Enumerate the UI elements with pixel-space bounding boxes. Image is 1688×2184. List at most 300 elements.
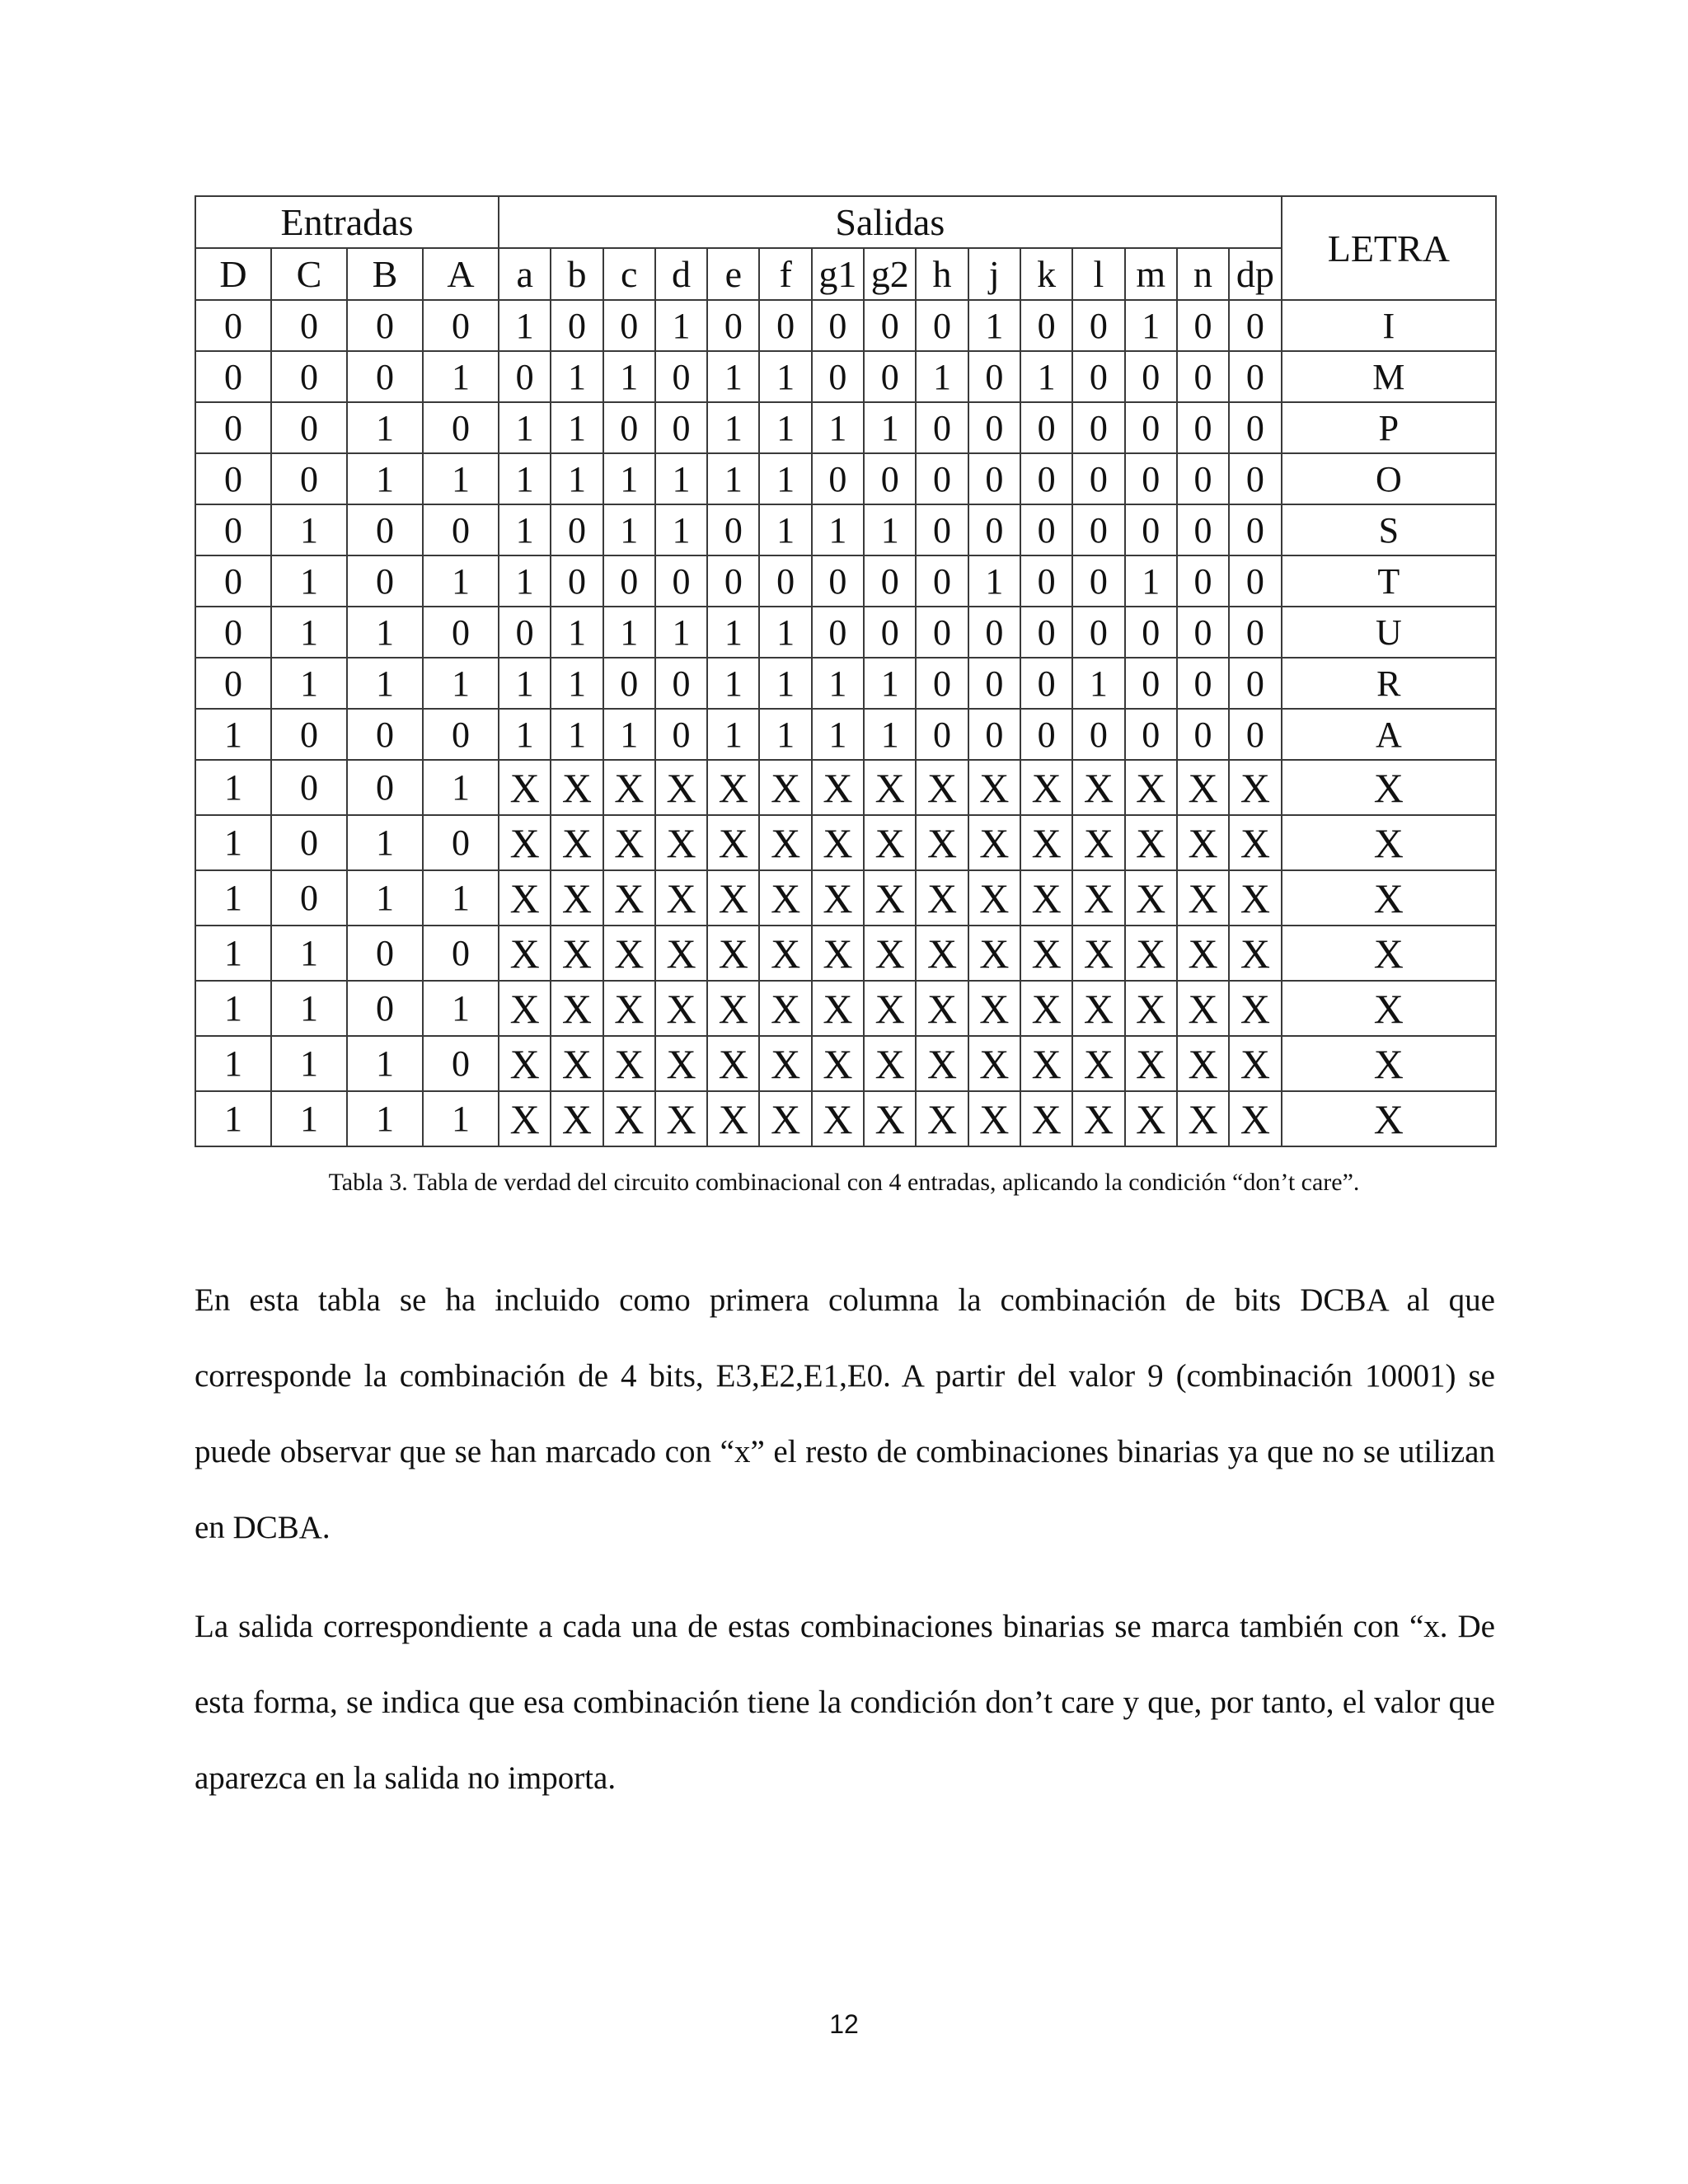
output-cell: 0 [1177,658,1229,709]
output-cell: X [1229,870,1281,926]
output-cell: X [499,815,551,870]
output-cell: X [916,981,968,1036]
output-header-g2: g2 [864,248,916,300]
output-cell: 0 [812,300,864,351]
input-cell: 0 [271,760,347,815]
input-cell: 0 [271,300,347,351]
output-cell: X [812,1091,864,1146]
output-cell: 0 [968,709,1020,760]
output-cell: X [551,760,603,815]
table-row [195,402,1496,453]
output-cell: X [551,926,603,981]
output-cell: 1 [655,607,707,658]
letter-cell: X [1282,1091,1497,1146]
input-header-a: A [423,248,499,300]
output-cell: X [759,815,811,870]
table-row [195,300,1496,351]
input-cell: 1 [347,402,423,453]
output-cell: 1 [603,709,655,760]
output-cell: X [1020,1091,1072,1146]
table-row [195,351,1496,402]
output-cell: 0 [1229,607,1281,658]
letter-cell: M [1282,351,1497,402]
input-cell: 0 [195,555,271,607]
output-cell: X [916,1036,968,1091]
output-cell: 0 [1125,453,1177,504]
output-cell: 0 [1229,402,1281,453]
input-cell: 0 [271,402,347,453]
page-number: 12 [829,2009,859,2039]
input-cell: 1 [195,981,271,1036]
input-cell: 1 [347,658,423,709]
output-cell: X [916,760,968,815]
output-cell: 1 [551,453,603,504]
output-cell: X [603,1091,655,1146]
output-cell: 1 [1020,351,1072,402]
output-header-a: a [499,248,551,300]
output-header-e: e [707,248,759,300]
output-cell: X [655,760,707,815]
output-cell: X [1072,1091,1124,1146]
output-cell: X [655,981,707,1036]
output-cell: X [1177,760,1229,815]
salidas-group-header: Salidas [499,196,1282,248]
letter-cell: X [1282,870,1497,926]
output-cell: 0 [603,555,655,607]
letter-cell: X [1282,981,1497,1036]
output-cell: 0 [1125,658,1177,709]
output-cell: X [1072,1036,1124,1091]
output-cell: 0 [603,402,655,453]
output-cell: X [916,926,968,981]
output-header-g1: g1 [812,248,864,300]
output-cell: X [864,760,916,815]
output-cell: X [812,1036,864,1091]
output-cell: X [812,815,864,870]
output-cell: 1 [812,709,864,760]
output-cell: 0 [864,555,916,607]
output-cell: X [707,1036,759,1091]
output-cell: X [551,981,603,1036]
output-cell: 0 [707,504,759,555]
input-cell: 0 [271,870,347,926]
output-cell: 0 [1229,555,1281,607]
input-cell: 0 [423,402,499,453]
letter-cell: X [1282,815,1497,870]
output-cell: X [1229,926,1281,981]
output-cell: 0 [1020,658,1072,709]
output-cell: X [1177,981,1229,1036]
output-cell: 0 [916,300,968,351]
letter-cell: I [1282,300,1497,351]
input-cell: 0 [195,453,271,504]
output-cell: 1 [499,709,551,760]
input-cell: 1 [271,658,347,709]
input-cell: 0 [423,504,499,555]
input-cell: 1 [195,815,271,870]
table-row [195,504,1496,555]
output-cell: 0 [864,453,916,504]
output-cell: X [603,1036,655,1091]
output-cell: 1 [812,402,864,453]
paragraph-1: En esta tabla se ha incluido como primera columna la combinación de bits DCBA al que corresponde la combinación de 4 bits, E3,E2,E1,E0. A partir del valor 9 (combinación 10001) se puede observar que se han marcado con “x” el resto de combinaciones binarias ya que no se utilizan en DCBA. [195,1282,1495,1545]
input-cell: 0 [347,504,423,555]
input-cell: 1 [347,1091,423,1146]
output-cell: X [603,870,655,926]
input-cell: 0 [423,1036,499,1091]
output-cell: X [968,815,1020,870]
input-cell: 0 [195,300,271,351]
output-cell: 1 [499,555,551,607]
output-cell: X [1125,981,1177,1036]
output-cell: 0 [916,402,968,453]
output-header-m: m [1125,248,1177,300]
output-cell: X [655,926,707,981]
output-cell: X [499,926,551,981]
output-cell: 0 [968,402,1020,453]
input-cell: 1 [423,1091,499,1146]
output-cell: 0 [603,658,655,709]
output-cell: 0 [1072,300,1124,351]
output-cell: X [1229,815,1281,870]
output-header-l: l [1072,248,1124,300]
output-cell: 1 [864,658,916,709]
output-cell: 0 [1125,504,1177,555]
output-header-n: n [1177,248,1229,300]
output-cell: X [759,981,811,1036]
output-cell: X [499,870,551,926]
output-cell: X [1229,1091,1281,1146]
output-cell: 0 [812,555,864,607]
output-cell: X [707,926,759,981]
output-header-j: j [968,248,1020,300]
output-cell: 0 [916,709,968,760]
output-cell: X [603,760,655,815]
output-cell: X [551,1036,603,1091]
output-cell: 1 [812,504,864,555]
output-cell: 0 [655,709,707,760]
input-cell: 1 [271,504,347,555]
letter-cell: T [1282,555,1497,607]
input-cell: 1 [195,1091,271,1146]
output-cell: X [499,981,551,1036]
output-cell: 0 [655,555,707,607]
input-cell: 1 [271,926,347,981]
output-cell: 1 [655,300,707,351]
output-cell: 1 [707,402,759,453]
input-cell: 0 [423,815,499,870]
input-cell: 0 [195,607,271,658]
output-cell: 0 [812,351,864,402]
output-cell: 1 [707,453,759,504]
table-row [195,870,1496,926]
output-cell: X [707,760,759,815]
output-cell: 1 [707,709,759,760]
output-cell: 0 [1072,402,1124,453]
table-row [195,815,1496,870]
output-cell: 0 [1072,351,1124,402]
output-cell: 1 [864,709,916,760]
output-header-c: c [603,248,655,300]
input-cell: 0 [271,453,347,504]
input-cell: 0 [347,760,423,815]
output-cell: 0 [968,504,1020,555]
input-cell: 0 [271,815,347,870]
output-cell: 0 [1072,709,1124,760]
table-row [195,453,1496,504]
output-header-b: b [551,248,603,300]
paragraph-2: La salida correspondiente a cada una de estas combinaciones binarias se marca también con “x. De esta forma, se indica que esa combinación tiene la condición don’t care y que, por tanto, el valor que aparezca en la salida no importa. [195,1609,1495,1796]
output-cell: 0 [1177,709,1229,760]
output-cell: 1 [551,607,603,658]
input-cell: 1 [347,453,423,504]
output-cell: 1 [499,658,551,709]
output-cell: X [1177,815,1229,870]
input-cell: 0 [423,607,499,658]
output-cell: X [759,1036,811,1091]
output-cell: X [759,926,811,981]
output-cell: X [864,870,916,926]
input-cell: 0 [195,658,271,709]
output-cell: 1 [759,658,811,709]
input-cell: 1 [271,981,347,1036]
output-cell: 1 [551,351,603,402]
output-cell: 0 [864,300,916,351]
input-cell: 1 [423,981,499,1036]
output-cell: 0 [499,351,551,402]
output-cell: X [1072,981,1124,1036]
output-cell: X [759,1091,811,1146]
letter-cell: U [1282,607,1497,658]
output-cell: 1 [499,453,551,504]
output-cell: 0 [968,658,1020,709]
output-cell: X [812,760,864,815]
output-header-k: k [1020,248,1072,300]
output-cell: X [1229,1036,1281,1091]
output-cell: 1 [551,402,603,453]
output-cell: 0 [916,658,968,709]
output-cell: X [1020,870,1072,926]
output-cell: 0 [1020,504,1072,555]
table-row [195,555,1496,607]
input-cell: 1 [271,1091,347,1146]
output-cell: X [1072,760,1124,815]
output-cell: 0 [551,504,603,555]
letter-cell: X [1282,926,1497,981]
output-cell: X [968,870,1020,926]
truth-table-body [195,300,1496,1146]
input-cell: 0 [347,981,423,1036]
letter-cell: O [1282,453,1497,504]
output-cell: X [655,1036,707,1091]
output-cell: X [1072,926,1124,981]
output-cell: X [916,1091,968,1146]
output-cell: X [1125,815,1177,870]
output-cell: 1 [499,504,551,555]
input-cell: 1 [347,815,423,870]
output-cell: X [812,870,864,926]
table-row [195,1036,1496,1091]
letter-cell: X [1282,760,1497,815]
output-cell: 1 [551,658,603,709]
output-cell: X [1125,926,1177,981]
output-cell: 0 [968,607,1020,658]
output-cell: X [1229,981,1281,1036]
output-cell: 0 [707,300,759,351]
input-cell: 1 [423,760,499,815]
output-cell: 0 [916,504,968,555]
output-header-dp: dp [1229,248,1281,300]
input-cell: 1 [423,870,499,926]
output-cell: 0 [1125,351,1177,402]
output-cell: 0 [759,300,811,351]
output-cell: X [707,870,759,926]
input-cell: 0 [347,300,423,351]
output-cell: 0 [551,300,603,351]
output-cell: 1 [968,300,1020,351]
output-cell: 0 [603,300,655,351]
output-cell: X [1072,870,1124,926]
output-cell: X [1072,815,1124,870]
output-cell: 0 [1125,402,1177,453]
output-cell: 1 [707,351,759,402]
truth-table [195,195,1497,1147]
output-cell: 1 [916,351,968,402]
output-cell: X [1020,760,1072,815]
letter-cell: S [1282,504,1497,555]
output-cell: 1 [864,504,916,555]
output-cell: 0 [1229,504,1281,555]
output-cell: 0 [1020,300,1072,351]
input-cell: 1 [195,709,271,760]
group-header-row [195,196,1496,248]
output-cell: 1 [864,402,916,453]
output-cell: X [499,760,551,815]
output-cell: 0 [1229,351,1281,402]
output-cell: X [1229,760,1281,815]
letter-cell: X [1282,1036,1497,1091]
output-cell: X [968,1091,1020,1146]
input-cell: 0 [347,555,423,607]
output-cell: 1 [707,658,759,709]
output-cell: 1 [603,351,655,402]
output-cell: 1 [759,607,811,658]
input-cell: 1 [423,351,499,402]
output-cell: 1 [1125,300,1177,351]
output-cell: 0 [1125,709,1177,760]
output-cell: 1 [603,504,655,555]
output-cell: 0 [1229,300,1281,351]
output-cell: X [499,1091,551,1146]
letter-cell: A [1282,709,1497,760]
output-cell: X [551,815,603,870]
output-cell: X [603,815,655,870]
output-cell: X [551,870,603,926]
output-cell: 0 [655,658,707,709]
output-cell: X [812,926,864,981]
output-cell: X [864,815,916,870]
output-cell: 1 [1072,658,1124,709]
output-header-f: f [759,248,811,300]
output-cell: X [1177,1036,1229,1091]
output-cell: X [707,981,759,1036]
output-cell: 0 [655,402,707,453]
output-cell: X [759,760,811,815]
output-cell: X [1020,815,1072,870]
output-cell: X [1020,981,1072,1036]
output-cell: 0 [551,555,603,607]
output-cell: 0 [1177,504,1229,555]
output-cell: 0 [1020,709,1072,760]
output-cell: 1 [655,453,707,504]
input-cell: 1 [195,870,271,926]
output-cell: X [1177,870,1229,926]
output-cell: 1 [499,402,551,453]
output-cell: 1 [551,709,603,760]
output-cell: X [603,926,655,981]
output-cell: 1 [499,300,551,351]
output-cell: X [968,760,1020,815]
output-cell: X [759,870,811,926]
output-cell: 1 [655,504,707,555]
output-cell: X [1020,1036,1072,1091]
input-cell: 0 [271,709,347,760]
output-cell: 0 [1072,555,1124,607]
input-cell: 1 [423,555,499,607]
input-header-b: B [347,248,423,300]
input-cell: 1 [195,760,271,815]
output-cell: 0 [916,555,968,607]
input-cell: 0 [195,351,271,402]
output-cell: X [864,926,916,981]
output-cell: 0 [1020,555,1072,607]
output-cell: 0 [968,453,1020,504]
output-cell: 0 [1177,402,1229,453]
output-cell: X [968,926,1020,981]
output-cell: 0 [1072,453,1124,504]
input-header-d: D [195,248,271,300]
output-cell: 0 [812,453,864,504]
input-cell: 0 [347,926,423,981]
table-row [195,709,1496,760]
output-cell: 0 [1177,453,1229,504]
output-cell: 1 [759,504,811,555]
output-cell: 1 [603,607,655,658]
output-cell: 0 [1020,402,1072,453]
table-row [195,658,1496,709]
table-row [195,981,1496,1036]
table-row [195,926,1496,981]
output-cell: 0 [1020,607,1072,658]
output-cell: 1 [759,351,811,402]
table-row [195,607,1496,658]
output-cell: X [916,815,968,870]
output-cell: 1 [968,555,1020,607]
output-cell: X [655,870,707,926]
output-cell: 0 [655,351,707,402]
output-cell: 0 [1229,658,1281,709]
output-cell: X [655,1091,707,1146]
output-cell: X [1125,870,1177,926]
input-cell: 1 [347,870,423,926]
output-cell: 0 [864,351,916,402]
output-cell: 0 [1072,504,1124,555]
output-cell: X [655,815,707,870]
output-cell: 0 [1020,453,1072,504]
letter-cell: R [1282,658,1497,709]
output-cell: X [707,815,759,870]
input-cell: 0 [271,351,347,402]
